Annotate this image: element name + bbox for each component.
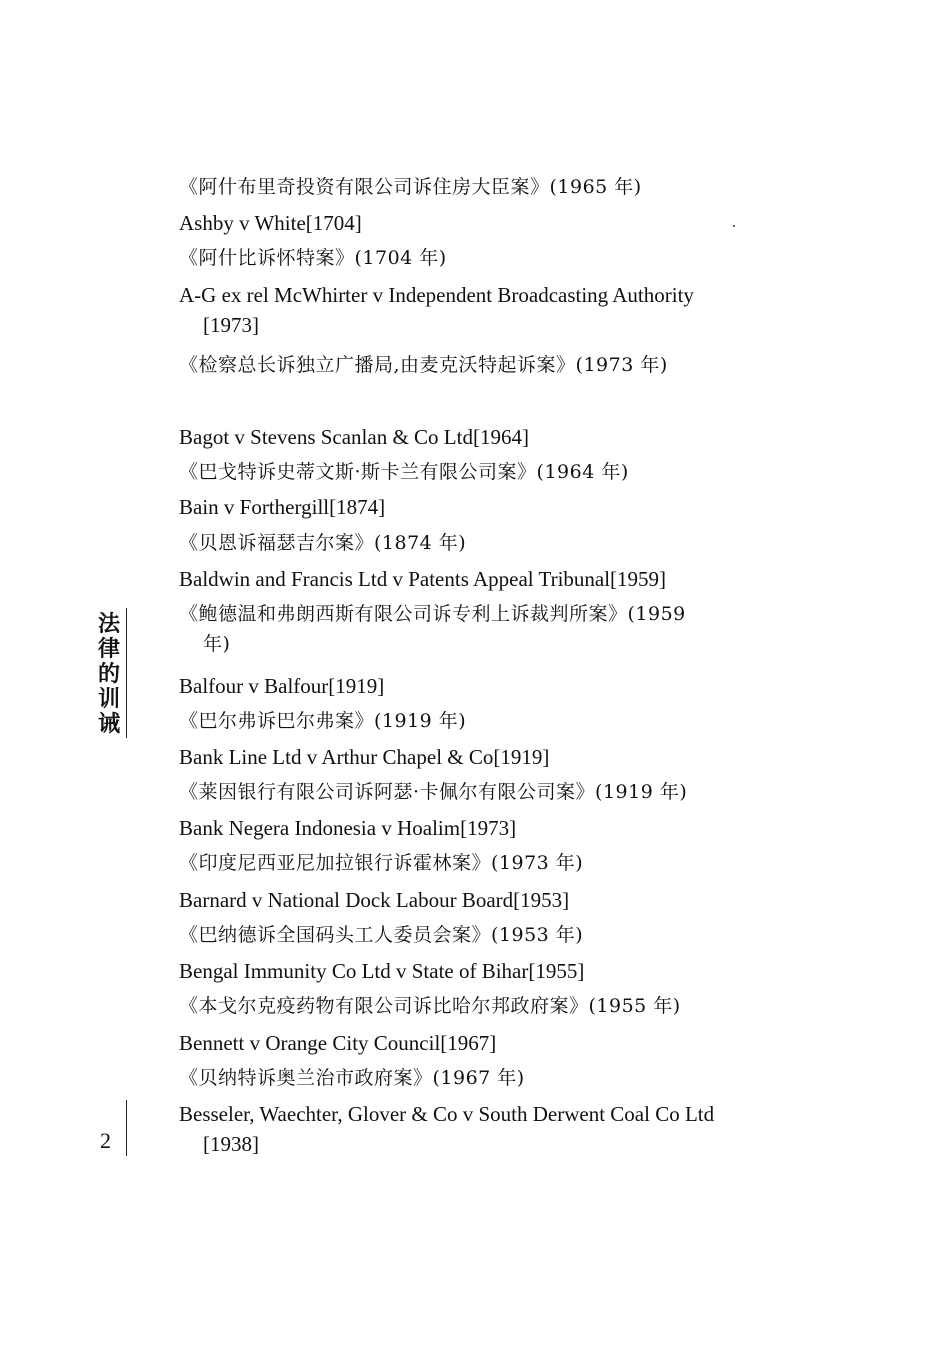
case-entry-zh: 《检察总长诉独立广播局,由麦克沃特起诉案》(1973 年)	[179, 354, 668, 376]
case-entry-zh: 《巴尔弗诉巴尔弗案》(1919 年)	[179, 710, 467, 732]
case-entry-zh: 《印度尼西亚尼加拉银行诉霍林案》(1973 年)	[179, 852, 584, 874]
case-entry-en: A-G ex rel McWhirter v Independent Broadcasting Authority [1973]	[179, 280, 803, 340]
case-entry-zh: 《鲍德温和弗朗西斯有限公司诉专利上诉裁判所案》(1959 年)	[179, 599, 809, 659]
case-entry-zh: 《本戈尔克疫药物有限公司诉比哈尔邦政府案》(1955 年)	[179, 995, 681, 1017]
running-title-char: 律	[97, 637, 120, 662]
case-entry-continuation: [1938]	[203, 1132, 259, 1156]
case-entry-en: Barnard v National Dock Labour Board[1953]	[179, 888, 570, 912]
case-entry-en: Bain v Forthergill[1874]	[179, 495, 386, 519]
case-entry-zh: 《巴纳德诉全国码头工人委员会案》(1953 年)	[179, 924, 584, 946]
case-entry-en: Ashby v White[1704]	[179, 211, 362, 235]
case-entry-en: Bennett v Orange City Council[1967]	[179, 1031, 497, 1055]
case-entry-zh: 《贝恩诉福瑟吉尔案》(1874 年)	[179, 532, 467, 554]
margin-rule-bottom	[126, 1100, 127, 1156]
case-entry-zh: 《贝纳特诉奥兰治市政府案》(1967 年)	[179, 1067, 525, 1089]
case-entry-zh: 《阿什布里奇投资有限公司诉住房大臣案》(1965 年)	[179, 176, 642, 198]
case-entry-en: Bank Line Ltd v Arthur Chapel & Co[1919]	[179, 745, 550, 769]
case-entry-continuation: 年)	[203, 633, 231, 655]
running-title-char: 法	[97, 612, 120, 637]
case-entry-en: Bank Negera Indonesia v Hoalim[1973]	[179, 816, 517, 840]
running-title-char: 诫	[97, 712, 120, 737]
case-entry-en: Besseler, Waechter, Glover & Co v South Derwent Coal Co Ltd [1938]	[179, 1099, 801, 1159]
running-title-char: 的	[97, 662, 120, 687]
margin-rule-top	[126, 608, 127, 738]
running-title-char: 训	[97, 687, 120, 712]
case-entry-zh: 《莱因银行有限公司诉阿瑟·卡佩尔有限公司案》(1919 年)	[179, 781, 688, 803]
case-entry-en: Baldwin and Francis Ltd v Patents Appeal Tribunal[1959]	[179, 567, 667, 591]
case-entry-en: Bengal Immunity Co Ltd v State of Bihar[1955]	[179, 959, 585, 983]
case-entry-en: Bagot v Stevens Scanlan & Co Ltd[1964]	[179, 425, 529, 449]
case-entry-zh: 《巴戈特诉史蒂文斯·斯卡兰有限公司案》(1964 年)	[179, 461, 629, 483]
page-number: 2	[100, 1128, 111, 1153]
case-entry-zh: 《阿什比诉怀特案》(1704 年)	[179, 247, 447, 269]
case-entry-continuation: [1973]	[203, 313, 259, 337]
case-entry-en: Balfour v Balfour[1919]	[179, 674, 385, 698]
running-title	[94, 612, 124, 737]
